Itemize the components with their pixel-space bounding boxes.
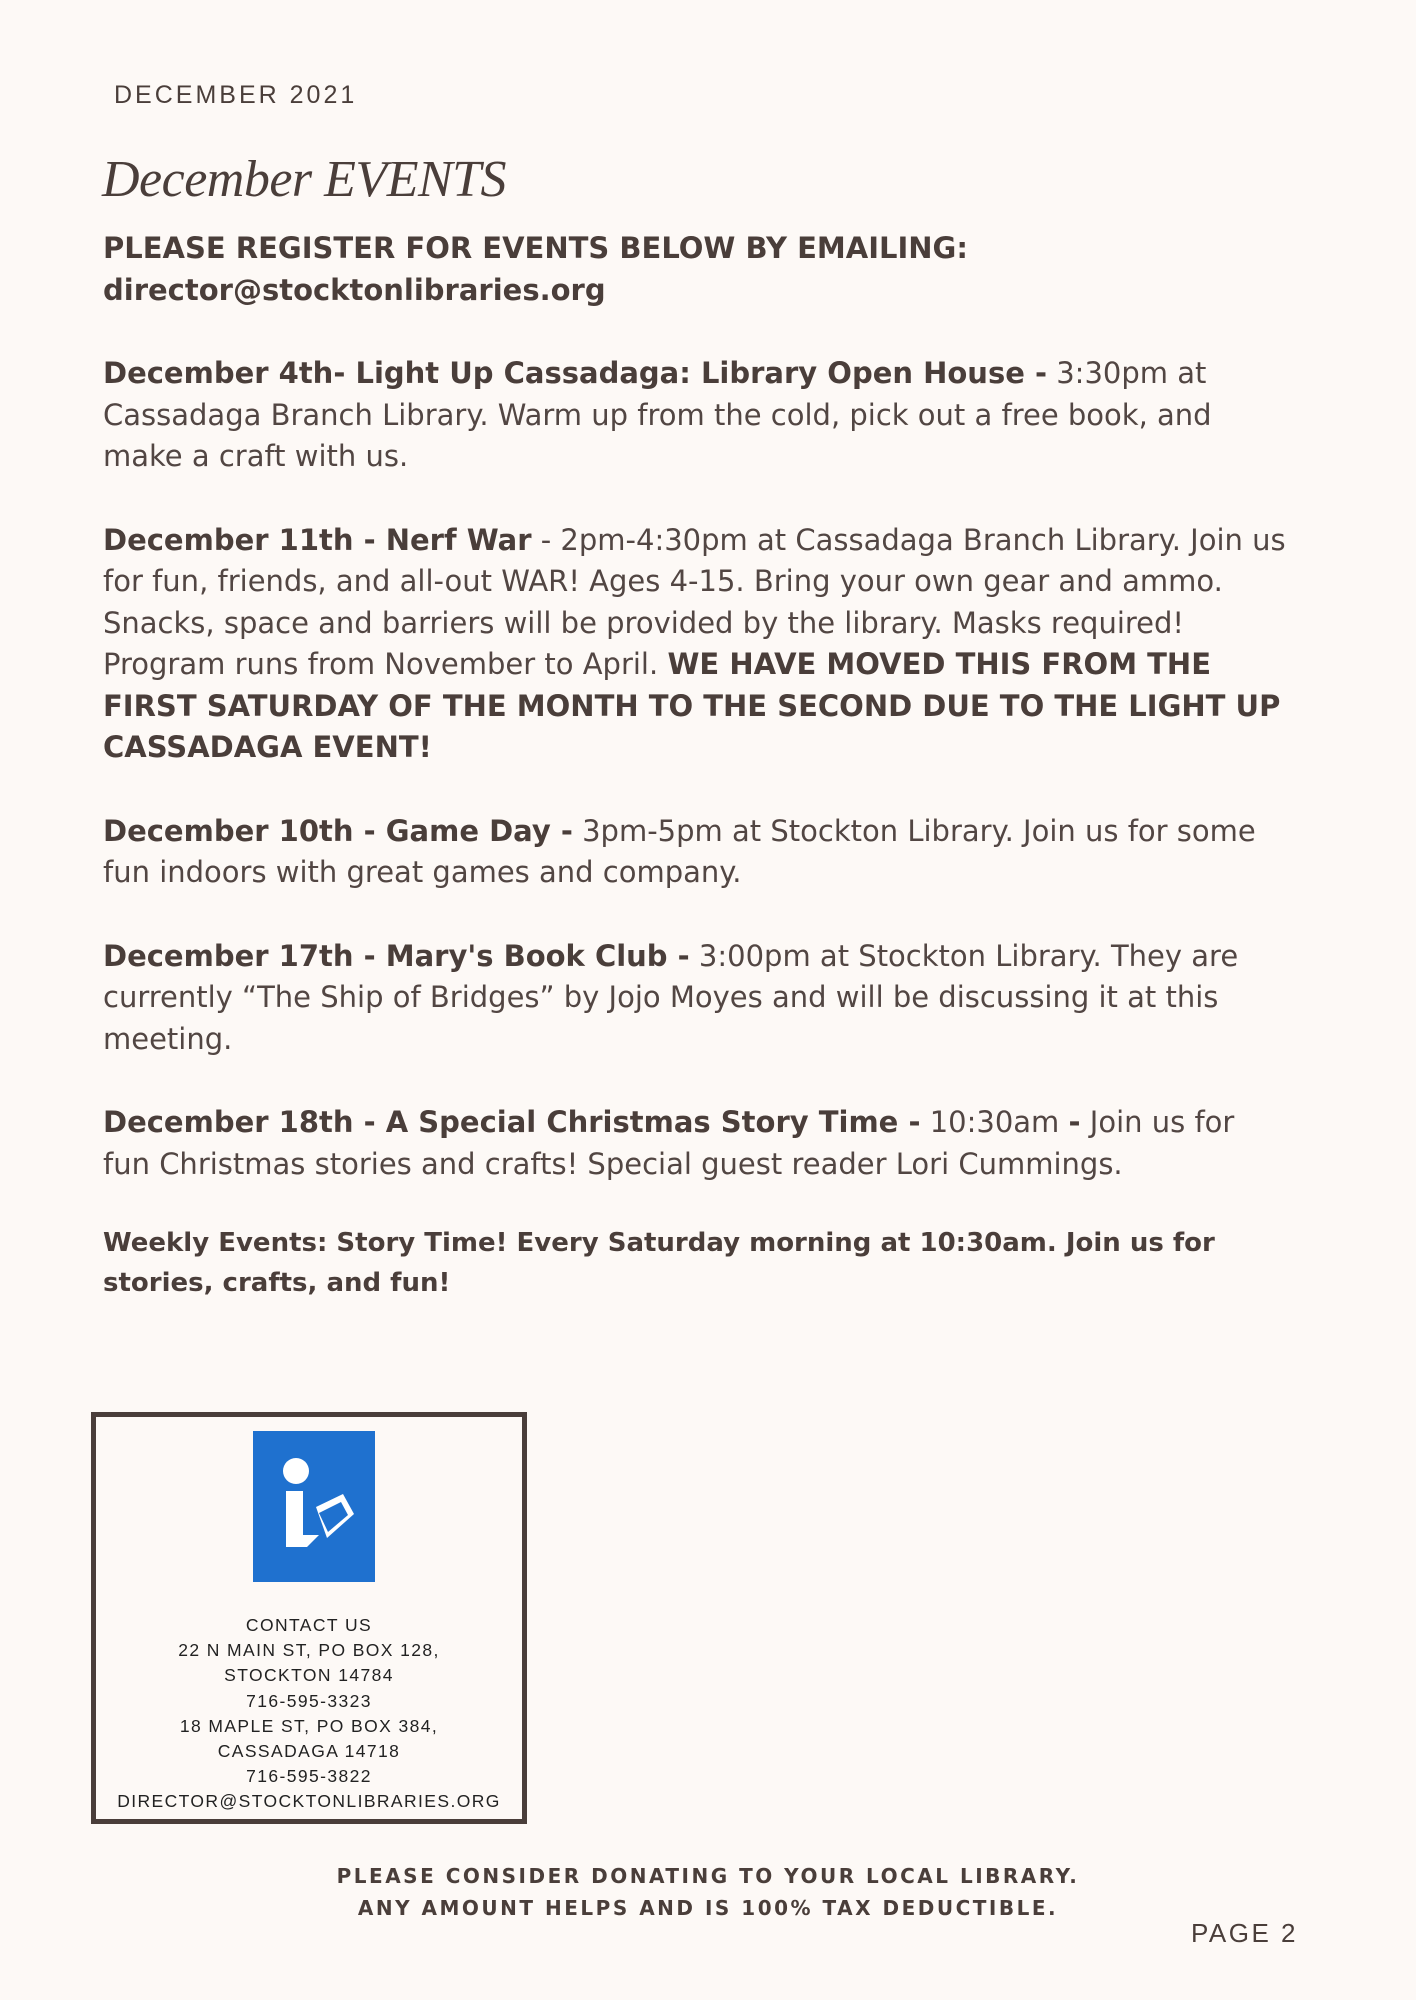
register-email[interactable]: director@stocktonlibraries.org: [103, 272, 606, 307]
newsletter-date: DECEMBER 2021: [114, 81, 358, 109]
event-details: 3:30pm at Cassadaga Branch Library. Warm up from the cold, pick out a free book, and make a craft with us.: [103, 356, 1212, 473]
register-text: PLEASE REGISTER FOR EVENTS BELOW BY EMAILING:: [103, 231, 968, 265]
cassadaga-city-line: CASSADAGA 14718: [217, 1741, 401, 1762]
event-title: December 10th - Game Day -: [103, 813, 573, 848]
stockton-city-line: STOCKTON 14784: [224, 1665, 394, 1686]
event-item: [103, 353, 1288, 478]
event-item: [103, 1102, 1288, 1185]
contact-box: [91, 1412, 527, 1824]
event-item: [103, 811, 1288, 894]
event-details: 3pm-5pm at Stockton Library. Join us for some fun indoors with great games and company.: [103, 813, 1256, 889]
page-number: PAGE 2: [1190, 1918, 1298, 1948]
donation-line: PLEASE CONSIDER DONATING TO YOUR LOCAL LIBRARY.: [336, 1864, 1080, 1888]
contact-info: [96, 1613, 522, 1815]
event-title: December 18th - A Special Christmas Story Time -: [103, 1105, 921, 1139]
event-item: [103, 936, 1288, 1061]
event-item: [103, 520, 1288, 769]
event-notice: WE HAVE MOVED THIS FROM THE FIRST SATURDAY OF THE MONTH TO THE SECOND DUE TO THE LIGHT UP CASSADAGA EVENT!: [103, 647, 1281, 764]
cassadaga-address-line: 18 MAPLE ST, PO BOX 384,: [179, 1715, 439, 1736]
events-section: [103, 228, 1288, 1303]
event-dash: -: [1068, 1105, 1081, 1139]
library-logo-glyph: [253, 1431, 375, 1582]
register-instructions: [103, 228, 1288, 311]
event-details: - 2pm-4:30pm at Cassadaga Branch Library. Join us for fun, friends, and all-out WAR! Ages 4-15. Bring your own gear and ammo. Snacks, space and barriers will be provided by the library. Masks required! Program runs from November to April.: [103, 522, 1286, 681]
event-details: Join us for fun Christmas stories and crafts! Special guest reader Lori Cummings.: [103, 1105, 1235, 1181]
donation-appeal: [0, 1860, 1416, 1924]
stockton-phone[interactable]: 716-595-3323: [246, 1690, 372, 1711]
event-title: December 17th - Mary's Book Club -: [103, 938, 690, 973]
donation-line: ANY AMOUNT HELPS AND IS 100% TAX DEDUCTIBLE.: [357, 1896, 1059, 1920]
stockton-address-line: 22 N MAIN ST, PO BOX 128,: [178, 1640, 440, 1661]
contact-email[interactable]: DIRECTOR@STOCKTONLIBRARIES.ORG: [117, 1791, 501, 1812]
cassadaga-phone[interactable]: 716-595-3822: [246, 1766, 372, 1787]
page-title: December EVENTS: [102, 151, 507, 208]
event-title: December 11th - Nerf War: [103, 522, 532, 557]
weekly-events: Weekly Events: Story Time! Every Saturday morning at 10:30am. Join us for stories, crafts, and fun!: [103, 1228, 1215, 1298]
event-details: 3:00pm at Stockton Library. They are currently “The Ship of Bridges” by Jojo Moyes and will be discussing it at this meeting.: [103, 938, 1239, 1056]
event-time: 10:30am: [920, 1105, 1069, 1139]
contact-heading: CONTACT US: [245, 1615, 373, 1635]
library-reading-person-icon: [253, 1431, 375, 1582]
event-title: December 4th- Light Up Cassadaga: Library Open House -: [103, 356, 1048, 390]
